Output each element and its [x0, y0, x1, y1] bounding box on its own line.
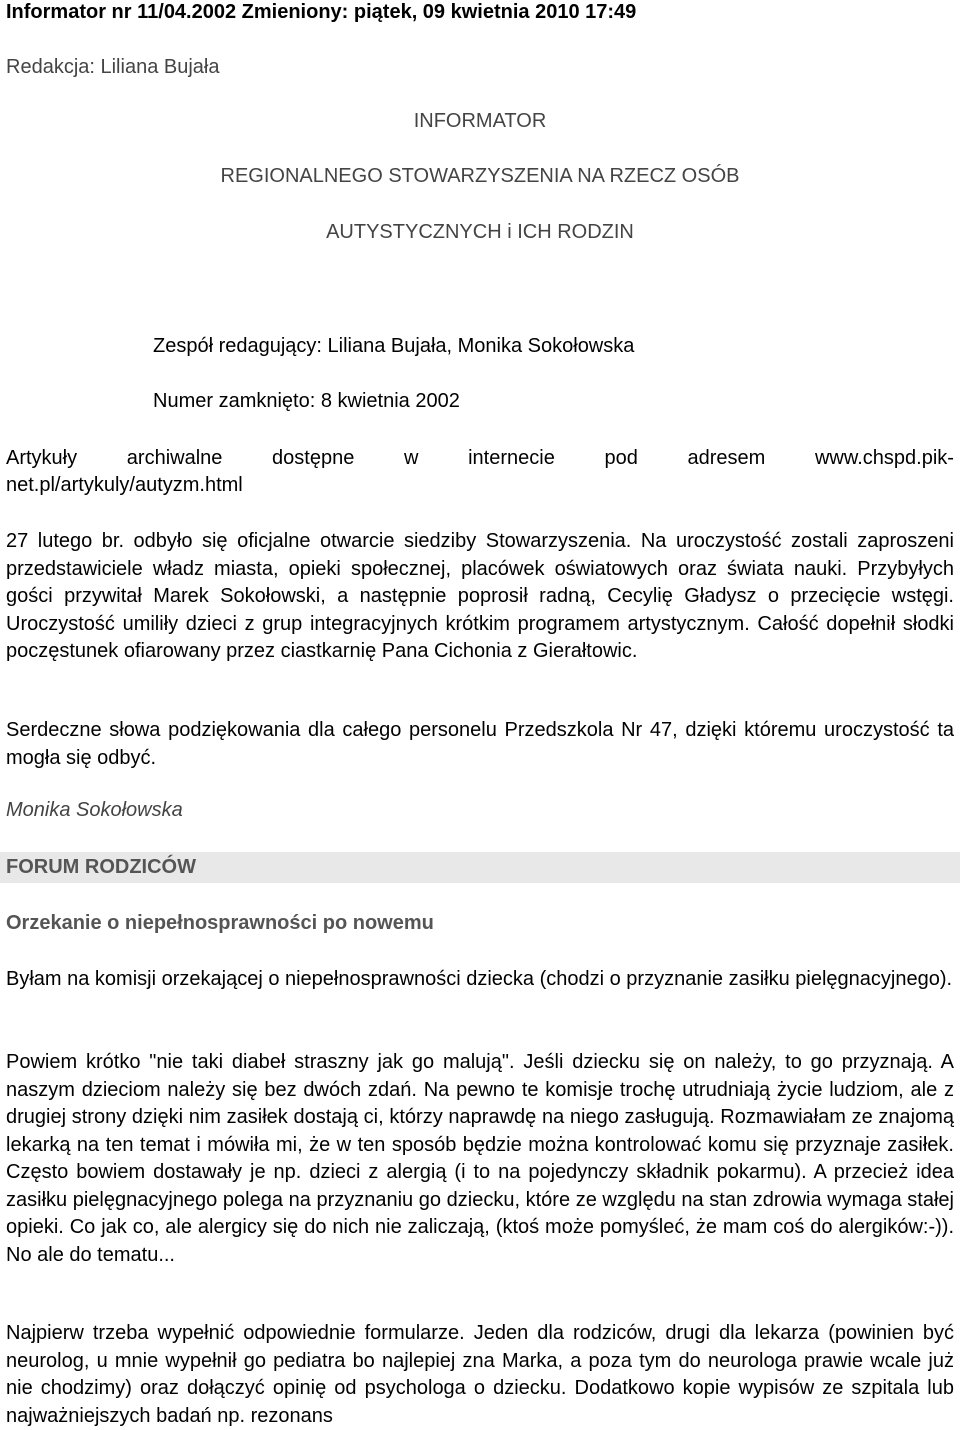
- masthead-line-3: AUTYSTYCZNYCH i ICH RODZIN: [326, 221, 634, 243]
- forum-article-title: Orzekanie o niepełnosprawności po nowemu: [6, 912, 434, 934]
- forum-paragraph-3: Najpierw trzeba wypełnić odpowiednie formularze. Jeden dla rodziców, drugi dla lekarza (powinien być neurolog, u mnie wypełnił go pediatra bo najlepiej zna Marka, a poza tym do neurologa prawie wcale już nie chodzimy) oraz dołączyć opinię od psychologa o dziecku. Dodatkowo kopie wypisów ze szpitala lub najważniejszych badań np. rezonans: [6, 1322, 954, 1427]
- issue-closed-date: Numer zamknięto: 8 kwietnia 2002: [153, 390, 460, 412]
- archive-note-line-1: [6, 445, 954, 472]
- archive-word: archiwalne: [126, 447, 223, 469]
- masthead-line-1: INFORMATOR: [413, 110, 547, 132]
- opening-article-paragraph: 27 lutego br. odbyło się oficjalne otwarcie siedziby Stowarzyszenia. Na uroczystość zostali zaproszeni przedstawiciele władz miasta, opieki społecznej, placówek oświatowych oraz świata nauki. Przybyłych gości przywitał Marek Sokołowski, a następnie poprosił radną, Cecylię Gładysz o przecięcie wstęgi. Uroczystość umiliły dzieci z grup integracyjnych krótkim programem artystycznym. Całość dopełnił słodki poczęstunek ofiarowany przez ciastkarnię Pana Cichonia z Gierałtowic.: [6, 530, 954, 662]
- masthead-line-2: REGIONALNEGO STOWARZYSZENIA NA RZECZ OSÓB: [220, 165, 740, 187]
- forum-paragraph-2: Powiem krótko "nie taki diabeł straszny jak go malują". Jeśli dziecku się on należy, to go przyznają. A naszym dzieciom należy się bez dwóch zdań. Na pewno te komisje trochę utrudniają życie ludziom, ale z drugiej strony dzięki nim zasiłek dostają ci, którzy naprawdę na niego zasługują. Rozmawiałam ze znajomą lekarką na ten temat i mówiła mi, że w ten sposób będzie można kontrolować komu się przyznaje zasiłek. Często bowiem dostawały je np. dzieci z alergią (i to na pojedynczy składnik pokarmu). A przecież idea zasiłku pielęgnacyjnego polega na przyznaniu go dziecku, które ze względu na stan zdrowia wymaga stałej opieki. Co jak co, ale alergicy się do nich nie zaliczają, (ktoś może pomyśleć, że mam coś do alergików:-)). No ale do tematu...: [6, 1051, 954, 1266]
- editor-line: Redakcja: Liliana Bujała: [6, 56, 220, 78]
- archive-word: internecie: [468, 447, 555, 469]
- archive-url-part-2: net.pl/artykuly/autyzm.html: [6, 474, 243, 496]
- archive-word: adresem: [687, 447, 766, 469]
- article-author: Monika Sokołowska: [6, 799, 183, 821]
- archive-note: [6, 445, 954, 499]
- forum-paragraph-1: Byłam na komisji orzekającej o niepełnosprawności dziecka (chodzi o przyznanie zasiłku pielęgnacyjnego).: [6, 968, 953, 990]
- archive-url-part-1: www.chspd.pik-: [814, 447, 954, 469]
- archive-word: w: [404, 447, 419, 469]
- archive-word: Artykuły: [6, 447, 78, 469]
- archive-word: dostępne: [272, 447, 355, 469]
- editorial-team: Zespół redagujący: Liliana Bujała, Monika Sokołowska: [153, 335, 635, 357]
- forum-section-title: FORUM RODZICÓW: [6, 856, 196, 878]
- thanks-paragraph: Serdeczne słowa podziękowania dla całego personelu Przedszkola Nr 47, dzięki któremu uroczystość ta mogła się odbyć.: [6, 719, 954, 769]
- archive-word: pod: [604, 447, 638, 469]
- document-header-title: Informator nr 11/04.2002 Zmieniony: piątek, 09 kwietnia 2010 17:49: [6, 1, 637, 23]
